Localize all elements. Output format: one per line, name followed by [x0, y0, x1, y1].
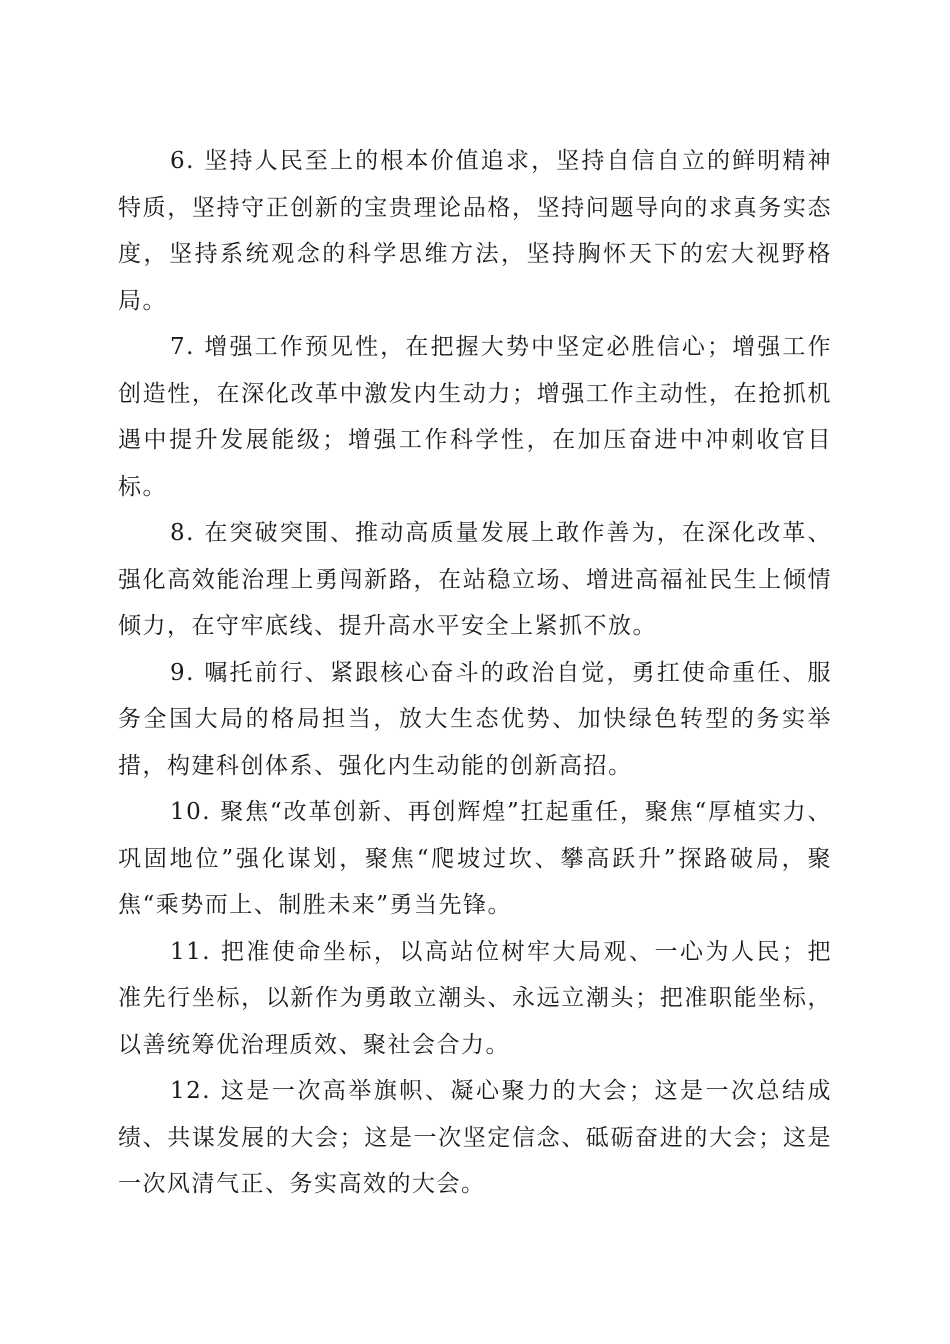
paragraph-6: 6. 坚持人民至上的根本价值追求，坚持自信自立的鲜明精神特质，坚持守正创新的宝贵理论品格，坚持问题导向的求真务实态度，坚持系统观念的科学思维方法，坚持胸怀天下的宏大视野格局。: [118, 148, 832, 314]
paragraph-7: 7. 增强工作预见性，在把握大势中坚定必胜信心；增强工作创造性，在深化改革中激发内生动力；增强工作主动性，在抢抓机遇中提升发展能级；增强工作科学性，在加压奋进中冲刺收官目标。: [118, 334, 832, 500]
paragraph-9: 9. 嘱托前行、紧跟核心奋斗的政治自觉，勇扛使命重任、服务全国大局的格局担当，放大生态优势、加快绿色转型的务实举措，构建科创体系、强化内生动能的创新高招。: [118, 659, 832, 779]
paragraph-10: 10. 聚焦“改革创新、再创辉煌”扛起重任，聚焦“厚植实力、巩固地位”强化谋划，聚焦“爬坡过坎、攀高跃升”探路破局，聚焦“乘势而上、制胜未来”勇当先锋。: [118, 799, 832, 918]
paragraph-8: 8. 在突破突围、推动高质量发展上敢作善为，在深化改革、强化高效能治理上勇闯新路，在站稳立场、增进高福祉民生上倾情倾力，在守牢底线、提升高水平安全上紧抓不放。: [118, 520, 832, 639]
paragraph-12: 12. 这是一次高举旗帜、凝心聚力的大会；这是一次总结成绩、共谋发展的大会；这是一次坚定信念、砥砺奋进的大会；这是一次风清气正、务实高效的大会。: [118, 1078, 832, 1197]
document-body: [118, 138, 832, 1208]
paragraph-11: 11. 把准使命坐标，以高站位树牢大局观、一心为人民；把准先行坐标，以新作为勇敢立潮头、永远立潮头；把准职能坐标，以善统筹优治理质效、聚社会合力。: [118, 938, 832, 1058]
